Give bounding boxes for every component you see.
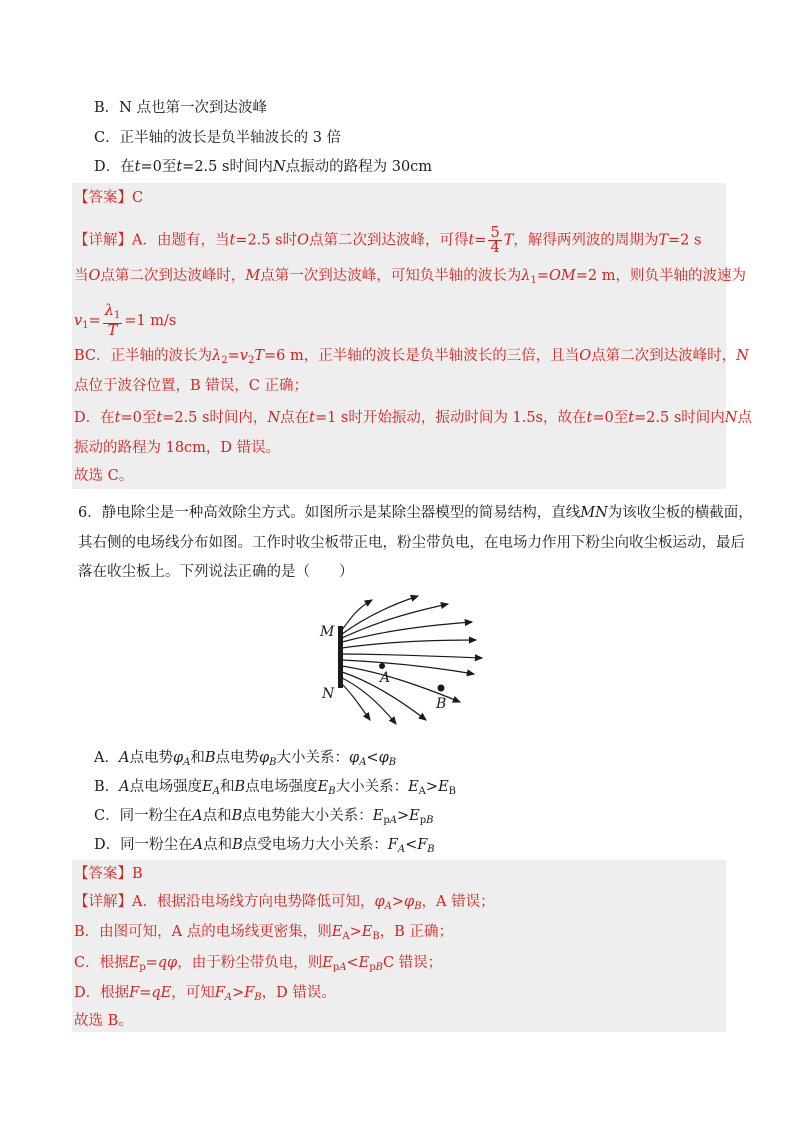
answer-label-q6: 【答案】B <box>74 866 143 882</box>
q6-option-d: D．同一粉尘在A点和B点受电场力大小关系：$F_A<F_B$ <box>94 837 435 855</box>
q6-detail-line-3: C．根据$E_p=q\varphi$，由于粉尘带负电，则$E_{pA}<E_{pB}C$ 错误； <box>74 955 443 973</box>
q6-detail-line-1: 【详解】A．根据沿电场线方向电势降低可知，$\varphi_A>\varphi_B$，A 错误； <box>74 894 495 912</box>
option-c-prev: C．正半轴的波长是负半轴波长的 3 倍 <box>94 130 342 146</box>
detail-line-5: 点位于波谷位置，B 错误，C 正确； <box>74 378 308 394</box>
detail-line-4: BC．正半轴的波长为$\lambda_2=v_2T=6$ m，正半轴的波长是负半轴波长的三倍，且当O点第二次到达波峰时，N <box>74 348 749 366</box>
option-b-prev: B．N 点也第一次到达波峰 <box>94 100 267 116</box>
field-line-figure <box>300 592 500 732</box>
label-a: A <box>380 670 391 686</box>
q6-stem-line-2: 其右侧的电场线分布如图。工作时收尘板带正电，粉尘带负电，在电场力作用下粉尘向收尘板运动，最后 <box>78 535 745 551</box>
point-b <box>438 685 445 692</box>
conclusion-prev: 故选 C。 <box>74 468 134 484</box>
q6-detail-line-2: B．由图可知，A 点的电场线更密集，则$E_A>E_B$，B 正确； <box>74 924 453 942</box>
q6-option-a: A．A点电势$\varphi_A$和B点电势$\varphi_B$大小关系：$\varphi_A<\varphi_B$ <box>94 750 397 768</box>
detail-line-7: 振动的路程为 18cm，D 错误。 <box>74 440 281 456</box>
q6-stem-line-3: 落在收尘板上。下列说法正确的是（ ） <box>78 564 354 580</box>
detail-line-1: 【详解】A．由题有，当t=2.5 s时O点第二次到达波峰，可得t= $\frac{5}{4}$ T，解得两列波的周期为T=2 s <box>74 225 702 256</box>
label-n: N <box>322 686 335 702</box>
q6-detail-line-4: D．根据F=qE，可知$F_A>F_B$，D 错误。 <box>74 985 336 1003</box>
point-a <box>379 663 385 669</box>
q6-option-b: B．A点电场强度$E_A$和B点电场强度$E_B$大小关系：$E_A>E_B$ <box>94 779 457 797</box>
answer-label-prev: 【答案】C <box>74 190 144 206</box>
label-b: B <box>436 696 447 712</box>
option-d-prev: D．在t=0至t=2.5 s时间内N点振动的路程为 30cm <box>94 159 433 175</box>
detail-line-6: D．在t=0至t=2.5 s时间内，N点在t=1 s时开始振动，振动时间为 1.5s，故在t=0至t=2.5 s时间内N点 <box>74 410 752 426</box>
q6-stem-line-1: 6．静电除尘是一种高效除尘方式。如图所示是某除尘器模型的简易结构，直线MN为该收尘板的横截面， <box>78 505 753 521</box>
detail-line-3: $v_1=$ $\frac{\lambda_1}{T}$ =1 m/s <box>74 303 177 339</box>
detail-line-2: 当O点第二次到达波峰时，M点第一次到达波峰，可知负半轴的波长为$\lambda_1=OM=2$ m，则负半轴的波速为 <box>74 268 746 286</box>
label-m: M <box>320 624 335 640</box>
conclusion-q6: 故选 B。 <box>74 1013 133 1029</box>
q6-option-c: C．同一粉尘在A点和B点电势能大小关系：$E_{pA}>E_{pB}$ <box>94 808 434 826</box>
